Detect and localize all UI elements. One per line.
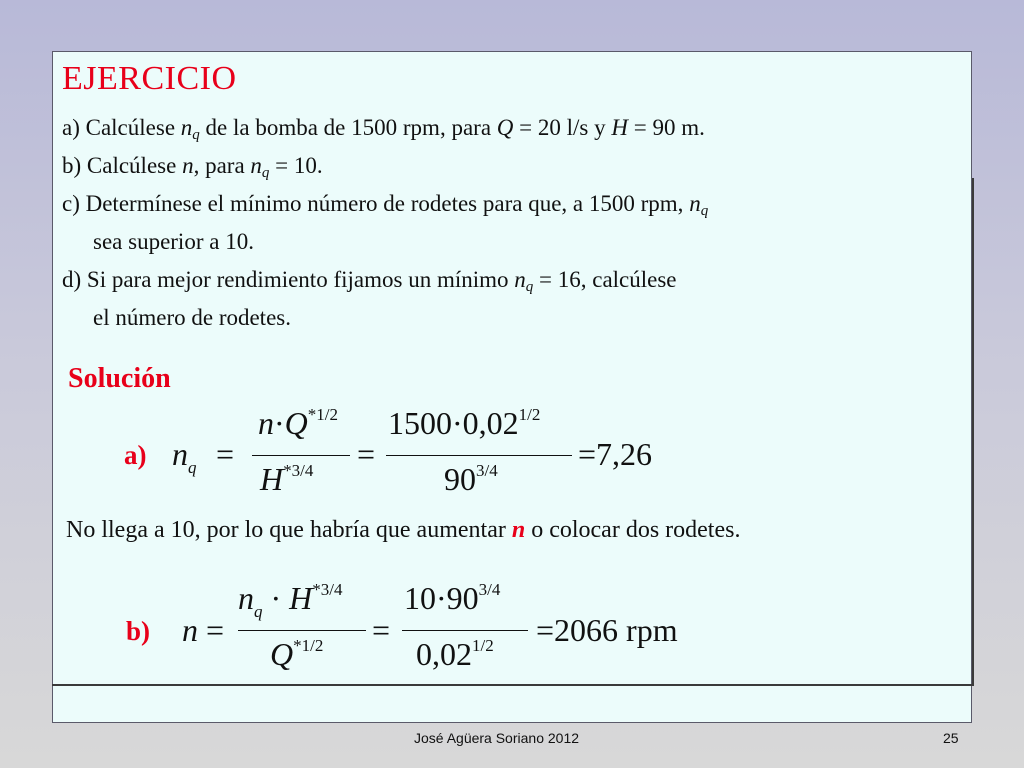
item-a: a) Calcúlese $n_q$ de la bomba de 1500 rpm, para Q = 20 l/s y H = 90 m. <box>62 115 705 143</box>
eq-b-den2: $0,02^{1/2}$ <box>416 636 494 672</box>
eq-a-den2: $90^{3/4}$ <box>444 461 498 497</box>
page-number: 25 <box>943 730 959 746</box>
eq-b-num1: $n_q \cdot H^{*3/4}$ <box>238 580 343 621</box>
item-c: c) Determínese el mínimo número de rodetes para que, a 1500 rpm, $n_q$ <box>62 191 709 219</box>
item-d-cont: el número de rodetes. <box>93 305 291 330</box>
panel-shadow-bottom <box>52 684 974 686</box>
eq-a-label: a) <box>124 440 147 470</box>
eq-a-fraction-bar-1 <box>252 455 350 456</box>
eq-b-result: =2066 rpm <box>536 612 678 648</box>
eq-b-fraction-bar-1 <box>238 630 366 631</box>
item-b: b) Calcúlese n, para $n_q = 10$. <box>62 153 323 181</box>
eq-b-fraction-bar-2 <box>402 630 528 631</box>
eq-b-den1: $Q^{*1/2}$ <box>270 636 324 672</box>
eq-b-label: b) <box>126 616 151 646</box>
item-c-cont: sea superior a 10. <box>93 229 254 254</box>
eq-b-num2: $10\cdot 90^{3/4}$ <box>404 580 501 616</box>
eq-b-equals-2: = <box>372 612 391 648</box>
solution-title: Solución <box>68 363 171 394</box>
panel-shadow <box>972 178 974 684</box>
eq-a-den1: $H^{*3/4}$ <box>260 461 314 497</box>
eq-a-num1: $n\cdot Q^{*1/2}$ <box>258 405 338 441</box>
item-d: d) Si para mejor rendimiento fijamos un mínimo $n_q = 16$, calcúlese <box>62 267 677 295</box>
solution-note: No llega a 10, por lo que habría que aumentar n o colocar dos rodetes. <box>66 517 741 543</box>
eq-a-equals-2: = <box>357 436 376 472</box>
eq-a-equals-1: = <box>216 436 235 472</box>
eq-a-equals-3: =7,26 <box>578 436 653 472</box>
eq-a-lhs: $n_q$ <box>172 436 197 477</box>
footer-author: José Agüera Soriano 2012 <box>414 730 580 746</box>
eq-a-num2: $1500\cdot 0,02^{1/2}$ <box>388 405 541 441</box>
exercise-title: EJERCICIO <box>62 60 237 97</box>
eq-a-fraction-bar-2 <box>386 455 572 456</box>
eq-b-lhs: n = <box>182 612 225 648</box>
